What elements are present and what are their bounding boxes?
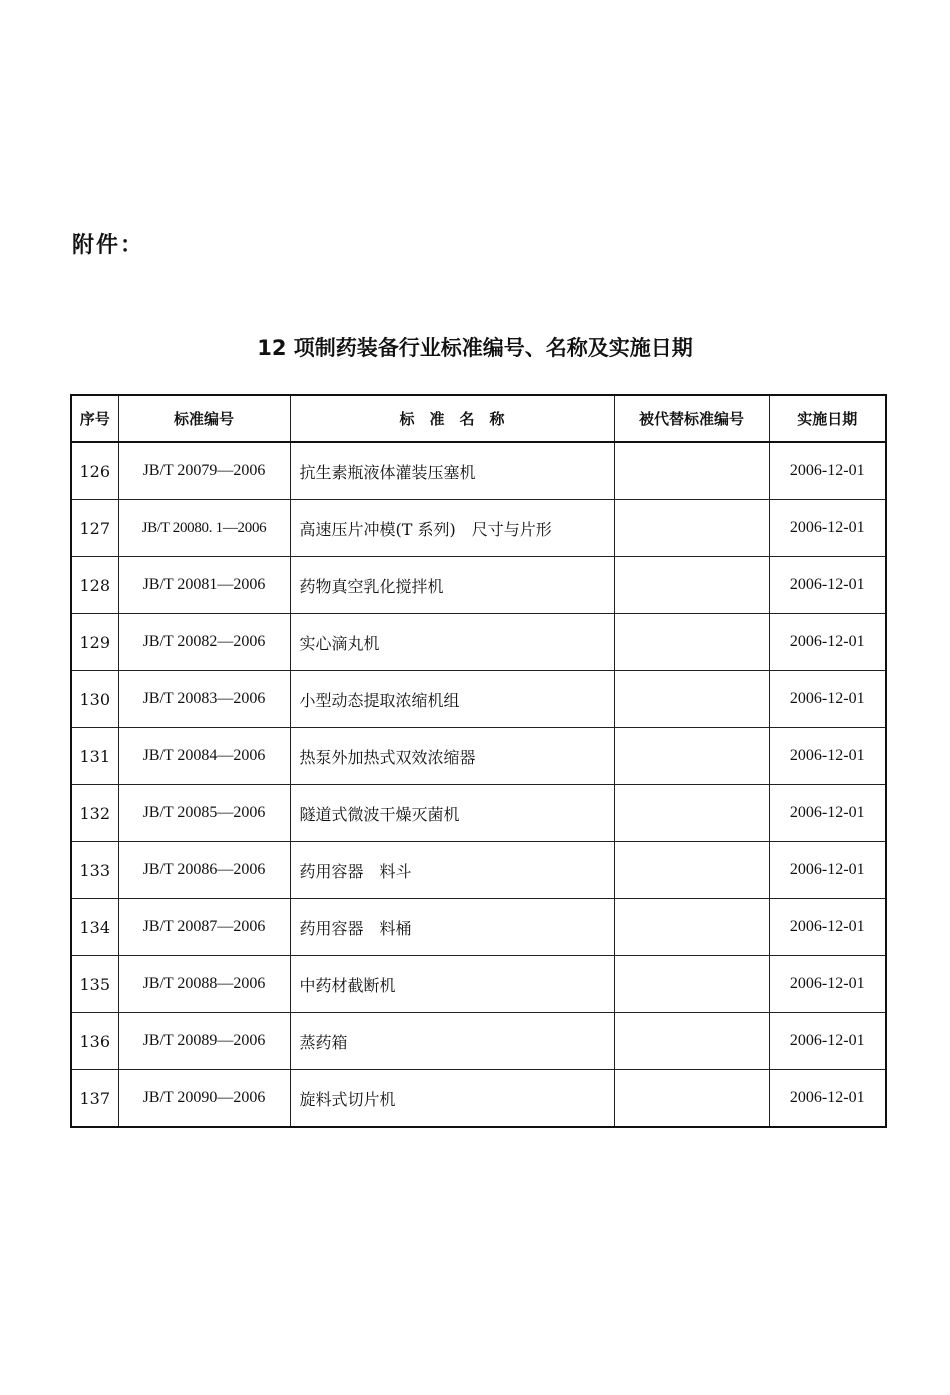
cell-standard-code: JB/T 20086—2006 bbox=[118, 842, 290, 899]
cell-serial-no: 128 bbox=[71, 557, 118, 614]
cell-replaced-standard bbox=[614, 442, 769, 500]
standards-table bbox=[70, 394, 887, 1128]
table-row bbox=[71, 728, 886, 785]
table-body bbox=[71, 442, 886, 1127]
cell-replaced-standard bbox=[614, 500, 769, 557]
header-standard-code: 标准编号 bbox=[118, 395, 290, 442]
table-row bbox=[71, 842, 886, 899]
cell-replaced-standard bbox=[614, 728, 769, 785]
cell-serial-no: 126 bbox=[71, 442, 118, 500]
cell-standard-code: JB/T 20088—2006 bbox=[118, 956, 290, 1013]
cell-standard-name: 抗生素瓶液体灌装压塞机 bbox=[290, 442, 614, 500]
cell-replaced-standard bbox=[614, 785, 769, 842]
cell-standard-name: 热泵外加热式双效浓缩器 bbox=[290, 728, 614, 785]
cell-effective-date: 2006-12-01 bbox=[769, 842, 886, 899]
cell-serial-no: 137 bbox=[71, 1070, 118, 1128]
header-serial-no: 序号 bbox=[71, 395, 118, 442]
table-row bbox=[71, 1070, 886, 1128]
cell-effective-date: 2006-12-01 bbox=[769, 1013, 886, 1070]
cell-replaced-standard bbox=[614, 899, 769, 956]
document-title: 12 项制药装备行业标准编号、名称及实施日期 bbox=[257, 336, 693, 360]
cell-standard-name: 药用容器 料桶 bbox=[290, 899, 614, 956]
cell-standard-name: 隧道式微波干燥灭菌机 bbox=[290, 785, 614, 842]
cell-serial-no: 135 bbox=[71, 956, 118, 1013]
cell-serial-no: 134 bbox=[71, 899, 118, 956]
header-replaced-standard: 被代替标准编号 bbox=[614, 395, 769, 442]
table-header-row bbox=[71, 395, 886, 442]
cell-replaced-standard bbox=[614, 614, 769, 671]
cell-effective-date: 2006-12-01 bbox=[769, 557, 886, 614]
table-row bbox=[71, 899, 886, 956]
cell-serial-no: 132 bbox=[71, 785, 118, 842]
cell-effective-date: 2006-12-01 bbox=[769, 956, 886, 1013]
cell-serial-no: 131 bbox=[71, 728, 118, 785]
cell-effective-date: 2006-12-01 bbox=[769, 1070, 886, 1128]
cell-replaced-standard bbox=[614, 842, 769, 899]
cell-standard-name: 旋料式切片机 bbox=[290, 1070, 614, 1128]
cell-standard-name: 中药材截断机 bbox=[290, 956, 614, 1013]
header-standard-name: 标 准 名 称 bbox=[290, 395, 614, 442]
cell-standard-code: JB/T 20089—2006 bbox=[118, 1013, 290, 1070]
cell-effective-date: 2006-12-01 bbox=[769, 671, 886, 728]
cell-serial-no: 136 bbox=[71, 1013, 118, 1070]
cell-standard-code: JB/T 20080. 1—2006 bbox=[118, 500, 290, 557]
cell-standard-code: JB/T 20090—2006 bbox=[118, 1070, 290, 1128]
cell-standard-name: 高速压片冲模(T 系列) 尺寸与片形 bbox=[290, 500, 614, 557]
cell-replaced-standard bbox=[614, 956, 769, 1013]
cell-standard-name: 蒸药箱 bbox=[290, 1013, 614, 1070]
cell-effective-date: 2006-12-01 bbox=[769, 728, 886, 785]
cell-standard-code: JB/T 20082—2006 bbox=[118, 614, 290, 671]
cell-serial-no: 133 bbox=[71, 842, 118, 899]
cell-standard-code: JB/T 20087—2006 bbox=[118, 899, 290, 956]
attachment-label: 附件： bbox=[72, 233, 145, 258]
table-row bbox=[71, 956, 886, 1013]
table-row bbox=[71, 500, 886, 557]
table-header bbox=[71, 395, 886, 442]
cell-standard-name: 药用容器 料斗 bbox=[290, 842, 614, 899]
cell-replaced-standard bbox=[614, 671, 769, 728]
table-row bbox=[71, 785, 886, 842]
table-row bbox=[71, 557, 886, 614]
header-effective-date: 实施日期 bbox=[769, 395, 886, 442]
cell-effective-date: 2006-12-01 bbox=[769, 500, 886, 557]
cell-effective-date: 2006-12-01 bbox=[769, 785, 886, 842]
cell-replaced-standard bbox=[614, 1070, 769, 1128]
table-row bbox=[71, 1013, 886, 1070]
cell-replaced-standard bbox=[614, 557, 769, 614]
cell-replaced-standard bbox=[614, 1013, 769, 1070]
cell-standard-code: JB/T 20084—2006 bbox=[118, 728, 290, 785]
table-row bbox=[71, 614, 886, 671]
cell-effective-date: 2006-12-01 bbox=[769, 899, 886, 956]
cell-standard-code: JB/T 20083—2006 bbox=[118, 671, 290, 728]
cell-standard-name: 药物真空乳化搅拌机 bbox=[290, 557, 614, 614]
cell-standard-code: JB/T 20079—2006 bbox=[118, 442, 290, 500]
cell-effective-date: 2006-12-01 bbox=[769, 442, 886, 500]
cell-serial-no: 127 bbox=[71, 500, 118, 557]
cell-serial-no: 129 bbox=[71, 614, 118, 671]
cell-standard-code: JB/T 20081—2006 bbox=[118, 557, 290, 614]
cell-standard-name: 小型动态提取浓缩机组 bbox=[290, 671, 614, 728]
cell-standard-code: JB/T 20085—2006 bbox=[118, 785, 290, 842]
table-row bbox=[71, 442, 886, 500]
cell-standard-name: 实心滴丸机 bbox=[290, 614, 614, 671]
table-row bbox=[71, 671, 886, 728]
cell-effective-date: 2006-12-01 bbox=[769, 614, 886, 671]
cell-serial-no: 130 bbox=[71, 671, 118, 728]
